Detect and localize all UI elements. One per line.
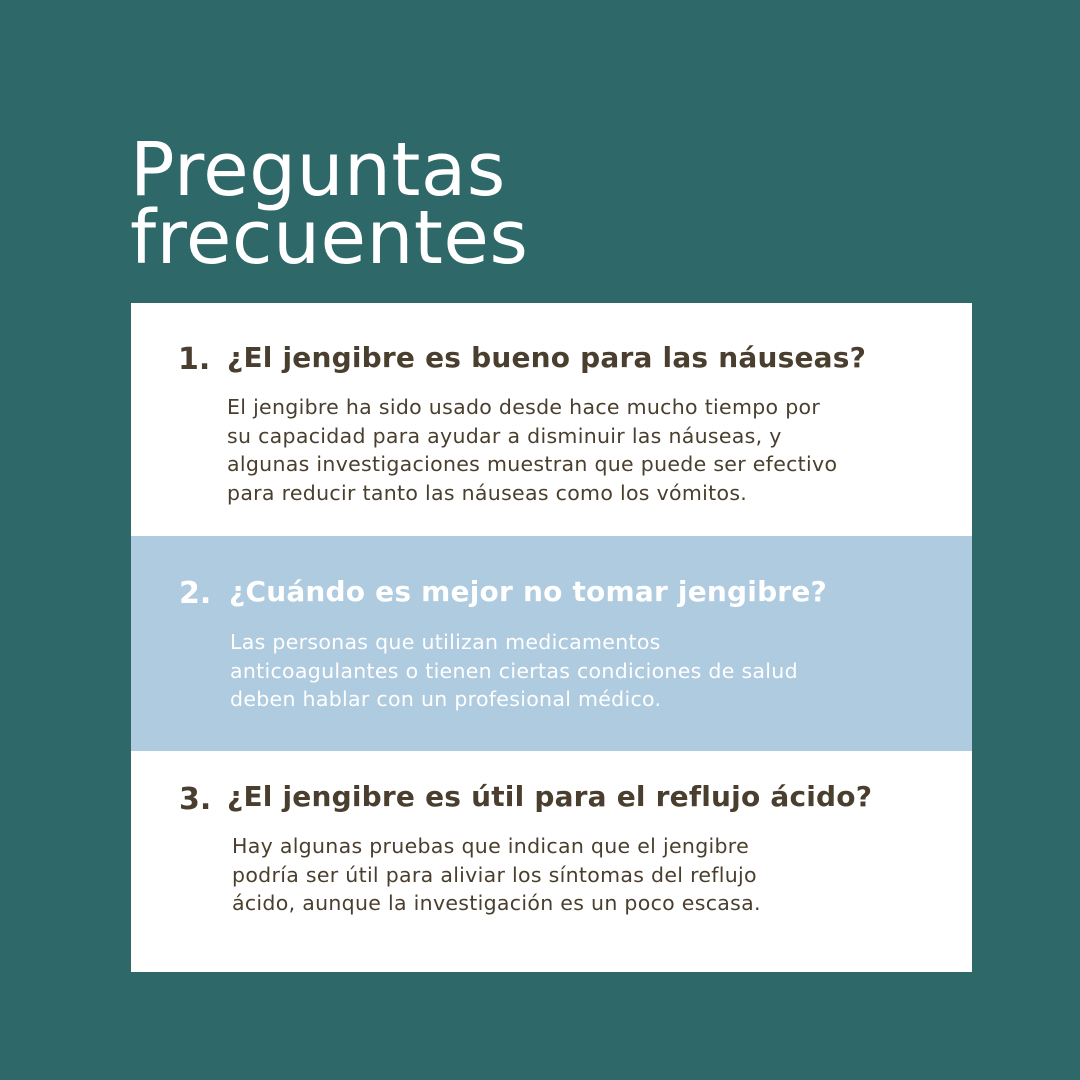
faq-answer: El jengibre ha sido usado desde hace mucho tiempo por su capacidad para ayudar a disminuir las náuseas, y algunas investigaciones muestran que puede ser efectivo para reducir tanto las náuseas como los vómitos.	[227, 395, 838, 505]
page-title-line-2: frecuentes	[130, 195, 529, 281]
faq-item-2	[131, 536, 972, 751]
faq-question: ¿El jengibre es útil para el reflujo ácido?	[227, 780, 873, 813]
faq-question: ¿Cuándo es mejor no tomar jengibre?	[229, 575, 827, 608]
faq-number: 1.	[178, 342, 211, 377]
page-title	[130, 127, 529, 281]
faq-question: ¿El jengibre es bueno para las náuseas?	[227, 341, 867, 374]
faq-item-1	[131, 303, 972, 536]
faq-answer: Hay algunas pruebas que indican que el jengibre podría ser útil para aliviar los síntomas del reflujo ácido, aunque la investigación es un poco escasa.	[232, 834, 761, 915]
faq-number: 3.	[179, 782, 212, 817]
faq-number: 2.	[179, 576, 212, 611]
page-title-line-1: Preguntas	[130, 127, 506, 213]
faq-item-3	[131, 751, 972, 972]
faq-answer: Las personas que utilizan medicamentos anticoagulantes o tienen ciertas condiciones de salud deben hablar con un profesional médico.	[230, 630, 798, 711]
